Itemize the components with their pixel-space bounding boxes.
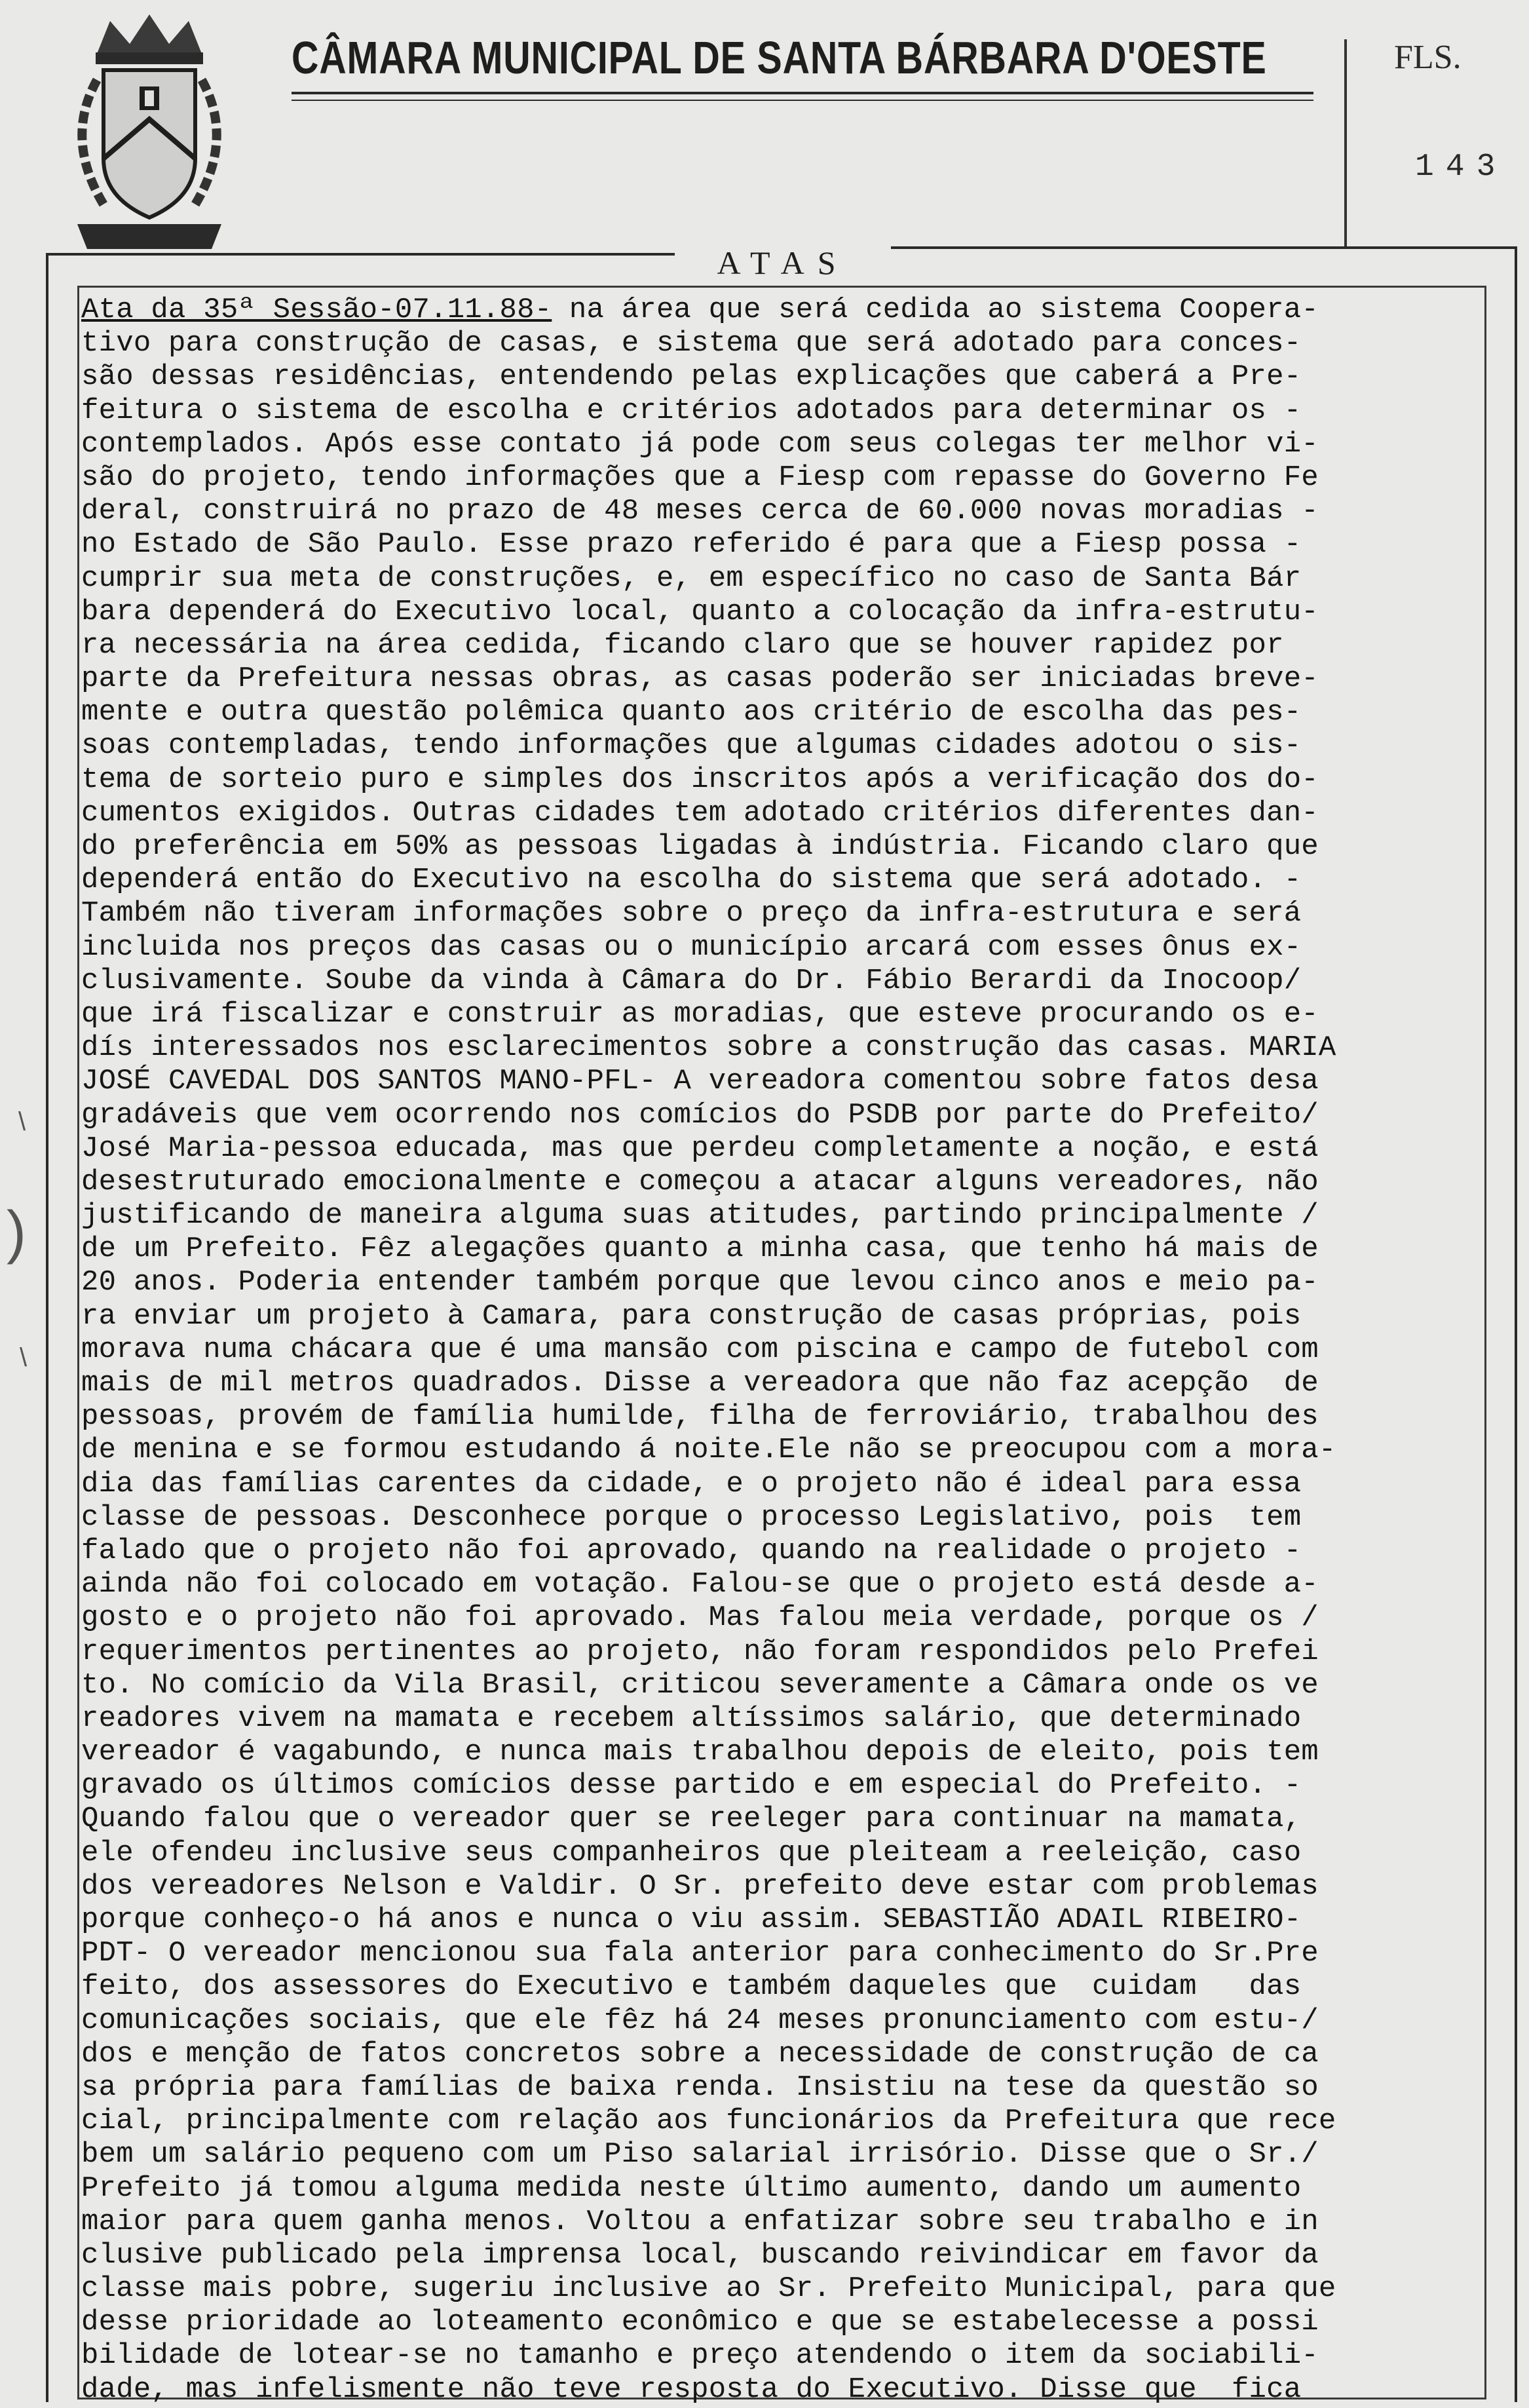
text-line: Também não tiveram informações sobre o preço da infra-estrutura e será — [81, 897, 1302, 930]
text-line: tivo para construção de casas, e sistema que será adotado para conces- — [81, 327, 1302, 360]
text-line: do preferência em 50% as pessoas ligadas à indústria. Ficando claro que — [81, 830, 1319, 863]
text-line: vereador é vagabundo, e nunca mais trabalhou depois de eleito, pois tem — [81, 1736, 1319, 1769]
text-line: gradáveis que vem ocorrendo nos comícios do PSDB por parte do Prefeito/ — [81, 1098, 1319, 1132]
text-line: mais de mil metros quadrados. Disse a vereadora que não faz acepção de — [81, 1367, 1319, 1400]
text-line: tema de sorteio puro e simples dos inscritos após a verificação dos do- — [81, 763, 1319, 796]
text-line: dís interessados nos esclarecimentos sobre a construção das casas. MARIA — [81, 1031, 1336, 1065]
text-line: clusive publicado pela imprensa local, buscando reivindicar em favor da — [81, 2238, 1319, 2272]
text-line: dia das famílias carentes da cidade, e o projeto não é ideal para essa — [81, 1467, 1302, 1500]
minutes-text-body — [81, 294, 1522, 2407]
text-line: incluida nos preços das casas ou o município arcará com esses ônus ex- — [81, 930, 1302, 964]
text-line: comunicações sociais, que ele fêz há 24 meses pronunciamento com estu-/ — [81, 2004, 1319, 2037]
text-line: desestruturado emocionalmente e começou a atacar alguns vereadores, não — [81, 1165, 1319, 1198]
text-line: de um Prefeito. Fêz alegações quanto a minha casa, que tenho há mais de — [81, 1233, 1319, 1266]
fls-label: FLS. — [1394, 39, 1462, 76]
text-line: cumentos exigidos. Outras cidades tem adotado critérios diferentes dan- — [81, 796, 1319, 830]
header-divider — [1344, 39, 1347, 249]
margin-mark-icon: \ — [18, 1107, 26, 1136]
text-line: maior para quem ganha menos. Voltou a enfatizar sobre seu trabalho e in — [81, 2205, 1319, 2238]
text-line: porque conheço-o há anos e nunca o viu assim. SEBASTIÃO ADAIL RIBEIRO- — [81, 1903, 1302, 1936]
text-line: requerimentos pertinentes ao projeto, não foram respondidos pelo Prefei — [81, 1635, 1319, 1668]
text-line: ele ofendeu inclusive seus companheiros que pleiteam a reeleição, caso — [81, 1836, 1302, 1869]
text-line: dos e menção de fatos concretos sobre a necessidade de construção de ca — [81, 2037, 1319, 2071]
text-line: readores vivem na mamata e recebem altíssimos salário, que determinado — [81, 1702, 1302, 1735]
text-line: são do projeto, tendo informações que a Fiesp com repasse do Governo Fe — [81, 461, 1319, 494]
text-line: parte da Prefeitura nessas obras, as casas poderão ser iniciadas breve- — [81, 662, 1319, 696]
text-line: José Maria-pessoa educada, mas que perdeu completamente a noção, e está — [81, 1132, 1319, 1165]
text-line: bilidade de lotear-se no tamanho e preço atendendo o item da sociabili- — [81, 2339, 1319, 2373]
text-line: são dessas residências, entendendo pelas explicações que caberá a Pre- — [81, 360, 1302, 394]
text-line: JOSÉ CAVEDAL DOS SANTOS MANO-PFL- A vereadora comentou sobre fatos desa — [81, 1065, 1319, 1098]
margin-mark-icon: \ — [20, 1343, 28, 1372]
text-line: dos vereadores Nelson e Valdir. O Sr. prefeito deve estar com problemas — [81, 1869, 1319, 1903]
title-underline-thin — [292, 100, 1313, 101]
text-line: deral, construirá no prazo de 48 meses cerca de 60.000 novas moradias - — [81, 495, 1319, 528]
text-line: cial, principalmente com relação aos funcionários da Prefeitura que rece — [81, 2105, 1336, 2138]
text-line: gravado os últimos comícios desse partido e em especial do Prefeito. - — [81, 1769, 1302, 1803]
text-line: que irá fiscalizar e construir as moradias, que esteve procurando os e- — [81, 997, 1319, 1031]
text-line: soas contempladas, tendo informações que algumas cidades adotou o sis- — [81, 729, 1302, 763]
text-line: classe mais pobre, sugeriu inclusive ao Sr. Prefeito Municipal, para que — [81, 2272, 1336, 2306]
text-line: feito, dos assessores do Executivo e também daqueles que cuidam das — [81, 1970, 1302, 2004]
text-line: ainda não foi colocado em votação. Falou-se que o projeto está desde a- — [81, 1568, 1319, 1601]
text-line: to. No comício da Vila Brasil, criticou severamente a Câmara onde os ve — [81, 1668, 1319, 1702]
text-line: dependerá então do Executivo na escolha do sistema que será adotado. - — [81, 864, 1302, 897]
frame-border-top-right — [891, 246, 1516, 249]
text-line: sa própria para famílias de baixa renda. Insistiu na tese da questão so — [81, 2071, 1319, 2104]
text-line: Quando falou que o vereador quer se reeleger para continuar na mamata, — [81, 1803, 1302, 1836]
title-underline — [292, 92, 1313, 94]
text-line: mente e outra questão polêmica quanto aos critério de escolha das pes- — [81, 696, 1302, 729]
text-line: clusivamente. Soube da vinda à Câmara do Dr. Fábio Berardi da Inocoop/ — [81, 964, 1302, 997]
municipal-coat-of-arms-icon — [51, 8, 248, 257]
text-line: desse prioridade ao loteamento econômico e que se estabelecesse a possi — [81, 2306, 1319, 2339]
text-line: cumprir sua meta de construções, e, em específico no caso de Santa Bár — [81, 562, 1302, 595]
organization-title: CÂMARA MUNICIPAL DE SANTA BÁRBARA D'OESTE — [292, 32, 1267, 83]
text-line: ra enviar um projeto à Camara, para construção de casas próprias, pois — [81, 1299, 1302, 1333]
text-line: falado que o projeto não foi aprovado, quando na realidade o projeto - — [81, 1534, 1302, 1567]
text-line: contemplados. Após esse contato já pode com seus colegas ter melhor vi- — [81, 427, 1319, 461]
margin-bracket-icon: ) — [7, 1200, 26, 1265]
text-line: ra necessária na área cedida, ficando claro que se houver rapidez por — [81, 628, 1284, 662]
text-line: feitura o sistema de escolha e critérios adotados para determinar os - — [81, 394, 1302, 427]
session-heading: Ata da 35ª Sessão-07.11.88- — [81, 294, 552, 326]
text-line: justificando de maneira alguma suas atitudes, partindo principalmente / — [81, 1199, 1319, 1233]
text-line: 20 anos. Poderia entender também porque que levou cinco anos e meio pa- — [81, 1266, 1319, 1299]
section-title: ATAS — [717, 244, 849, 281]
text-line: pessoas, provém de família humilde, filha de ferroviário, trabalhou des — [81, 1400, 1319, 1434]
text-line: no Estado de São Paulo. Esse prazo referido é para que a Fiesp possa - — [81, 528, 1302, 562]
page-number: 143 — [1415, 149, 1507, 185]
text-line: bara dependerá do Executivo local, quanto a colocação da infra-estrutu- — [81, 595, 1319, 628]
text-line: de menina e se formou estudando á noite.Ele não se preocupou com a mora- — [81, 1434, 1336, 1467]
text-line: Prefeito já tomou alguma medida neste último aumento, dando um aumento — [81, 2171, 1302, 2205]
frame-border-left — [46, 253, 48, 2402]
text-line: dade, mas infelismente não teve resposta do Executivo. Disse que fica — [81, 2373, 1302, 2406]
text-line: classe de pessoas. Desconhece porque o processo Legislativo, pois tem — [81, 1500, 1302, 1534]
text-line: PDT- O vereador mencionou sua fala anterior para conhecimento do Sr.Pre — [81, 1937, 1319, 1970]
text-line — [81, 294, 1522, 327]
text-line: bem um salário pequeno com um Piso salarial irrisório. Disse que o Sr./ — [81, 2138, 1319, 2171]
text-line: gosto e o projeto não foi aprovado. Mas falou meia verdade, porque os / — [81, 1601, 1319, 1635]
frame-border-top-left — [46, 253, 675, 256]
text-line: morava numa chácara que é uma mansão com piscina e campo de futebol com — [81, 1333, 1319, 1366]
text-line-content: na área que será cedida ao sistema Coopera- — [552, 294, 1319, 326]
